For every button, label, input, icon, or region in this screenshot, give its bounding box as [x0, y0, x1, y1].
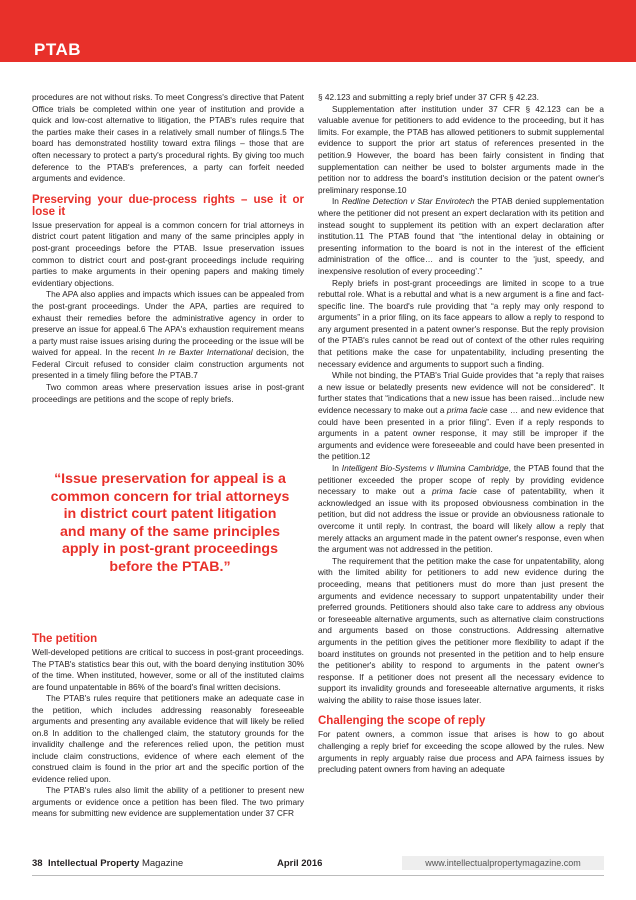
section-header-bar [0, 0, 636, 62]
paragraph: The APA also applies and impacts which issues can be appealed from the post-grant proceedings. Under the APA, parties are required to exhaust their remedies before the administrative agency in order to preserve an issue for appeal.6 The APA's exhaustion requirement means a party must raise issues arising during the proceeding or the issue will be waived for appeal. In the recent In re Baxter International decision, the Federal Circuit refused to consider claim construction arguments not presented in a timely filing before the PTAB.7 [32, 289, 305, 381]
section-title: PTAB [34, 40, 82, 59]
paragraph: procedures are not without risks. To meet Congress's directive that Patent Office trials be completed within one year of institution and provide a quick and low-cost alternative to litigation, the PTAB's rules require that the parties make their cases in a relatively small number of filings.5 The board has demonstrated hostility toward extra filings – those that are often necessary to protect a party's procedural rights. By giving too much deference to the PTAB's preferences, a party can forfeit needed arguments and evidence. [32, 92, 304, 184]
paragraph: For patent owners, a common issue that arises is how to go about challenging a reply brief for exceeding the scope allowed by the rules. New arguments in reply arguably raise due process and APA fairness issues by precluding patent owners from having an adequate [318, 729, 604, 775]
page-footer [32, 858, 604, 872]
left-column [32, 92, 304, 405]
paragraph: In Intelligent Bio-Systems v Illumina Cambridge, the PTAB found that the petitioner exceeded the proper scope of reply by providing evidence necessary to make out a prima facie case of patentability, when it acknowledged an issue with its proposed obviousness combination in the petition, but did not address the issue or provide an obviousness rationale to overcome it until reply. In contrast, the board will likely allow a reply that merely attacks an argument made in the patent owner's response, even when the argument was not addressed in the petition. [318, 463, 604, 555]
paragraph: While not binding, the PTAB's Trial Guide provides that “a reply that raises a new issue or belatedly presents new evidence will not be considered”. It further states that “indications that a new issue has been raised…include new evidence necessary to make out a prima facie case … and new evidence that could have been presented in a prior filing”. Even if a reply responds to arguments in a patent owner response, it may still be improper if the arguments and evidence were foreseeable and could have been presented in the petition.12 [318, 370, 604, 462]
pull-quote: “Issue preservation for appeal is a common concern for trial attorneys in district court patent litigation and many of the same principles apply in post-grant proceedings before the PTAB.” [50, 471, 290, 575]
footer-divider [32, 875, 604, 876]
petition-section [32, 633, 304, 820]
paragraph: Two common areas where preservation issues arise in post-grant proceedings are petitions and the scope of reply briefs. [32, 382, 304, 404]
paragraph: The PTAB's rules require that petitioners make an adequate case in the petition, which includes addressing reasonably foreseeable arguments and presenting any available evidence that will likely be relied on.8 In addition to the challenged claim, the statutory grounds for the invalidity challenge and the references relied upon, the petition must include claim constructions, evidence of where each element of the construed claim is found in the prior art and the specific portion of the evidence relied upon. [32, 693, 304, 784]
paragraph: The requirement that the petition make the case for unpatentability, along with the limited ability for petitioners to add new evidence during the proceeding, means that petitioners must do more than just present the arguments and evidence necessary to support unpatentability under their preferred grounds. Petitioners should also take care to address any obvious or foreseeable alternative arguments, such as alternative claim constructions and arguments based on those constructions. Addressing alternative arguments in the petition gives the petitioner more flexibility to adapt if the board institutes on grounds not presented in the petition and to help ensure the petitioner's ability to respond to arguments in the patent owner's response. If a petitioner does not present all the necessary evidence to support its invalidity grounds and foreseeable alternative arguments, it risks waiving the ability to raise those issues later. [318, 555, 604, 705]
right-column [318, 92, 604, 776]
subheading-preserving-rights: Preserving your due-process rights – use it or lose it [32, 193, 304, 218]
case-name: Redline Detection v Star Envirotech [341, 196, 475, 207]
paragraph: The PTAB's rules also limit the ability of a petitioner to present new arguments or evidence once a petition has been filed. The two primary means for submitting new evidence are supplementation under 37 CFR [32, 785, 304, 818]
magazine-name: Intellectual Property Magazine [48, 858, 184, 869]
case-name: In re Baxter International [157, 347, 253, 358]
paragraph: Well-developed petitions are critical to success in post-grant proceedings. The PTAB's statistics bear this out, with the board denying institution 30% of the time. When instituted, however, some or all of the instituted claims are found unpatentable in 86% of the board's final written decisions. [32, 647, 304, 692]
subheading-challenging-reply: Challenging the scope of reply [318, 715, 486, 728]
subheading-the-petition: The petition [32, 633, 98, 645]
issue-date: April 2016 [277, 858, 323, 869]
paragraph: Issue preservation for appeal is a common concern for trial attorneys in district court patent litigation and many of the same principles apply in post-grant proceedings before the PTAB. Issue preservation issues common to district court and post-grant proceedings include requiring parties to make arguments in their opening papers and making timely evidentiary objections. [32, 219, 304, 288]
case-name: Intelligent Bio-Systems v Illumina Cambridge [341, 463, 509, 473]
paragraph: § 42.123 and submitting a reply brief under 37 CFR § 42.23. [318, 92, 539, 102]
paragraph: Supplementation after institution under 37 CFR § 42.123 can be a valuable avenue for petitioners to add evidence to the proceeding, but it has limits. For example, the PTAB has allowed petitioners to submit supplemental evidence to support the prior art status of references presented in the petition.9 However, the board has been fairly consistent in finding that supplementation can neither be used to bolster arguments made in the petition nor to address the board's institution decision or the patent owner's preliminary response.10 [318, 103, 604, 195]
paragraph: In Redline Detection v Star Envirotech the PTAB denied supplementation where the petitioner did not present an expert declaration with its petition and instead sought to supplement its petition with an expert declaration after institution.11 The PTAB found that “the intentional delay in obtaining or presenting information to the board is not in the interest of the efficient administration of the office… and is counter to the ‘just, speedy, and inexpensive resolution of every proceeding’.” [318, 196, 604, 276]
page-number: 38 [32, 858, 43, 869]
website-link[interactable]: www.intellectualpropertymagazine.com [402, 856, 604, 870]
paragraph: Reply briefs in post-grant proceedings are limited in scope to a true rebuttal role. What is a rebuttal and what is a new argument is a fine and fact-specific line. The board's rule providing that “a reply may only respond to arguments” in a prior filing, on its face appears to allow a reply to respond to any argument presented in a patent owner's response. But the reply provision of the PTAB's rules cannot be read out of context of the other rules requiring that petitions make the case for unpatentability, including presenting the necessary evidence and arguments to support such a finding. [318, 277, 604, 369]
